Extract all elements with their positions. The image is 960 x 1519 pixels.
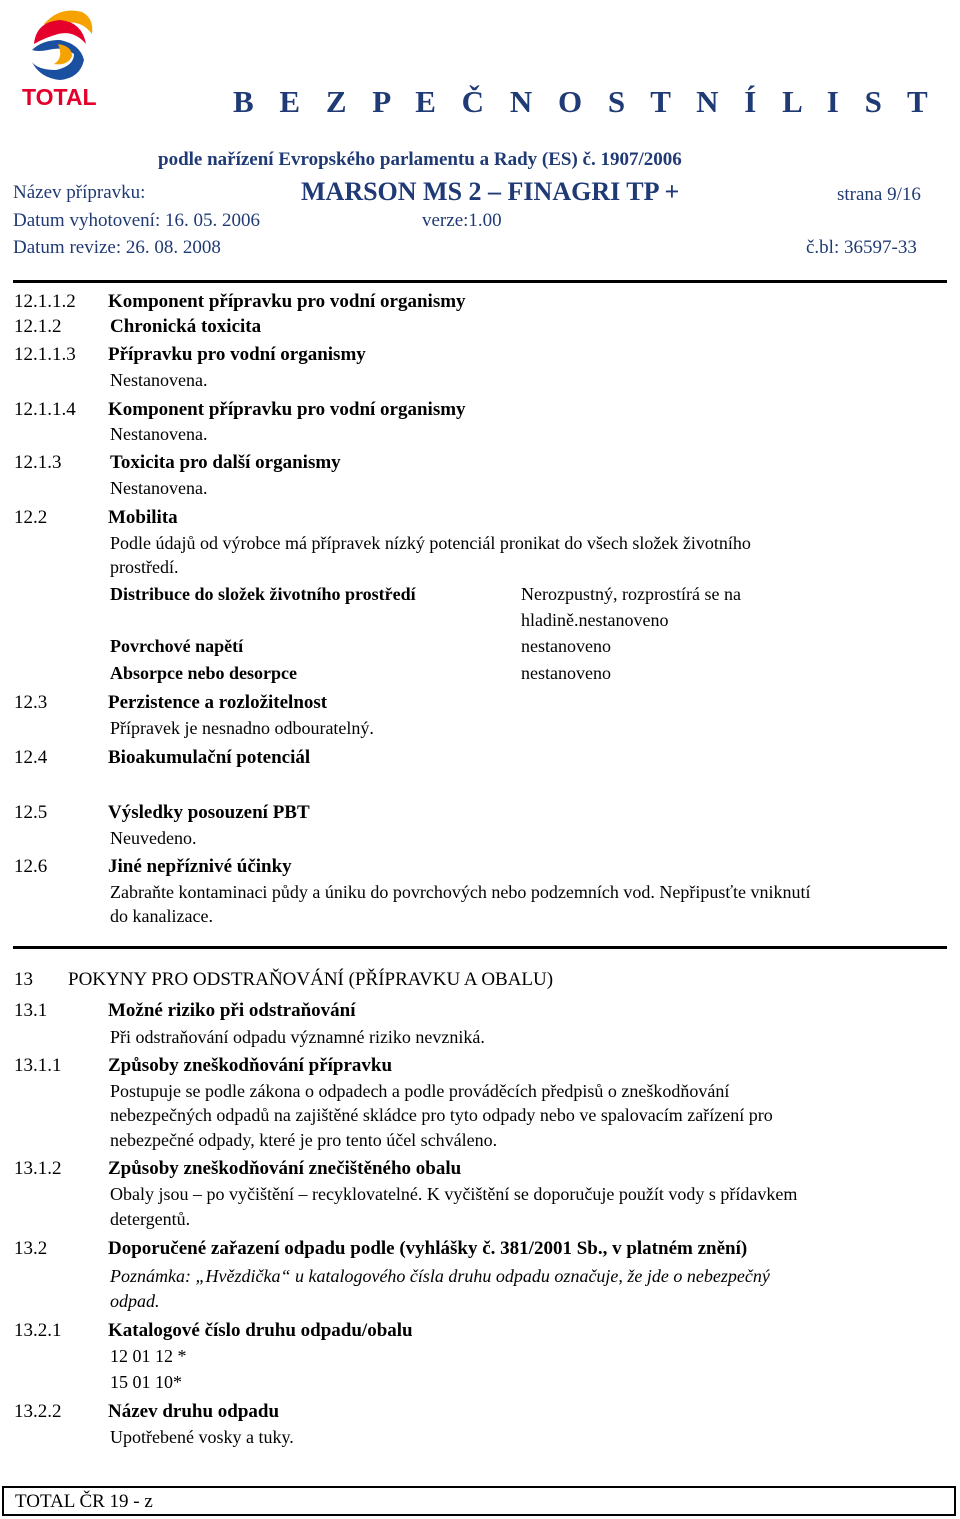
section-title: Výsledky posouzení PBT <box>108 802 310 823</box>
property-label: Distribuce do složek životního prostředí <box>110 584 416 604</box>
section-title: Přípravku pro vodní organismy <box>108 344 366 365</box>
property-value: nestanoveno <box>521 663 611 683</box>
section-number: 12.1.1.2 <box>14 291 76 312</box>
section-text: Při odstraňování odpadu významné riziko nevzniká. <box>110 1027 485 1047</box>
section-text: Upotřebené vosky a tuky. <box>110 1427 294 1447</box>
section-title: Perzistence a rozložitelnost <box>108 692 328 713</box>
total-logo <box>20 4 106 114</box>
section-text: Postupuje se podle zákona o odpadech a podle prováděcích předpisů o zneškodňování <box>110 1081 730 1101</box>
section-number: 12.6 <box>14 856 48 877</box>
chapter-title: POKYNY PRO ODSTRAŇOVÁNÍ (PŘÍPRAVKU A OBALU) <box>68 969 554 990</box>
section-number: 12.3 <box>14 692 48 713</box>
section-text: do kanalizace. <box>110 906 213 926</box>
sheet-number: č.bl: 36597-33 <box>806 237 917 258</box>
section-note: odpad. <box>110 1291 160 1311</box>
footer-box <box>2 1486 956 1516</box>
section-text: Nestanovena. <box>110 478 208 498</box>
footer-text: TOTAL ČR 19 - z <box>15 1491 153 1512</box>
section-title: Komponent přípravku pro vodní organismy <box>108 291 466 312</box>
section-number: 13.2 <box>14 1238 48 1259</box>
section-title: Způsoby zneškodňování přípravku <box>108 1055 393 1076</box>
section-number: 12.1.1.4 <box>14 399 76 420</box>
property-value: nestanoveno <box>521 636 611 656</box>
section-text: detergentů. <box>110 1209 191 1229</box>
section-title: Mobilita <box>108 507 178 528</box>
waste-code: 12 01 12 * <box>110 1346 187 1366</box>
section-title: Chronická toxicita <box>110 316 262 337</box>
product-label: Název přípravku: <box>13 182 146 203</box>
total-logo-text: TOTAL <box>22 84 97 110</box>
version-label: verze:1.00 <box>422 210 502 231</box>
section-number: 12.1.2 <box>14 316 62 337</box>
property-label: Povrchové napětí <box>110 636 244 656</box>
property-value: Nerozpustný, rozprostírá se na <box>521 584 741 604</box>
created-date: Datum vyhotovení: 16. 05. 2006 <box>13 210 260 231</box>
section-divider <box>13 946 947 949</box>
section-number: 12.1.1.3 <box>14 344 76 365</box>
section-text: Zabraňte kontaminaci půdy a úniku do povrchových nebo podzemních vod. Nepřipusťte vniknutí <box>110 882 811 902</box>
section-title: Název druhu odpadu <box>108 1401 280 1422</box>
section-text: Neuvedeno. <box>110 828 197 848</box>
section-number: 13.2.2 <box>14 1401 62 1422</box>
section-text: nebezpečné odpady, které je pro tento účel schváleno. <box>110 1130 498 1150</box>
section-number: 13.1.2 <box>14 1158 62 1179</box>
section-number: 13.1.1 <box>14 1055 62 1076</box>
section-text: prostředí. <box>110 557 179 577</box>
product-name: MARSON MS 2 – FINAGRI TP + <box>301 177 680 206</box>
section-text: Obaly jsou – po vyčištění – recyklovatelné. K vyčištění se doporučuje použít vody s přídavkem <box>110 1184 798 1204</box>
revision-date: Datum revize: 26. 08. 2008 <box>13 237 221 258</box>
regulation-line: podle nařízení Evropského parlamentu a Rady (ES) č. 1907/2006 <box>158 149 682 170</box>
section-number: 12.4 <box>14 747 48 768</box>
section-number: 13.1 <box>14 1000 48 1021</box>
section-text: Nestanovena. <box>110 424 208 444</box>
page-number: strana 9/16 <box>837 184 921 205</box>
section-text: Přípravek je nesnadno odbouratelný. <box>110 718 374 738</box>
section-title: Bioakumulační potenciál <box>108 747 311 768</box>
section-text: Podle údajů od výrobce má přípravek nízký potenciál pronikat do všech složek životního <box>110 533 751 553</box>
section-title: Doporučené zařazení odpadu podle (vyhlášky č. 381/2001 Sb., v platném znění) <box>108 1238 748 1259</box>
section-number: 12.5 <box>14 802 48 823</box>
section-title: Způsoby zneškodňování znečištěného obalu <box>108 1158 462 1179</box>
property-value: hladině.nestanoveno <box>521 610 669 630</box>
chapter-number: 13 <box>14 969 33 990</box>
property-label: Absorpce nebo desorpce <box>110 663 297 683</box>
section-title: Katalogové číslo druhu odpadu/obalu <box>108 1320 413 1341</box>
section-number: 12.2 <box>14 507 48 528</box>
header-divider <box>13 280 947 283</box>
section-text: nebezpečných odpadů na zajištěné skládce pro tyto odpady nebo ve spalovacím zařízení pro <box>110 1105 773 1125</box>
section-text: Nestanovena. <box>110 370 208 390</box>
section-note: Poznámka: „Hvězdička“ u katalogového čísla druhu odpadu označuje, že jde o nebezpečný <box>110 1266 770 1286</box>
section-title: Komponent přípravku pro vodní organismy <box>108 399 466 420</box>
section-number: 12.1.3 <box>14 452 62 473</box>
section-title: Možné riziko při odstraňování <box>108 1000 356 1021</box>
section-title: Toxicita pro další organismy <box>110 452 341 473</box>
section-title: Jiné nepříznivé účinky <box>108 856 292 877</box>
section-number: 13.2.1 <box>14 1320 62 1341</box>
document-title: B E Z P E Č N O S T N Í L I S T <box>233 84 937 119</box>
waste-code: 15 01 10* <box>110 1372 182 1392</box>
